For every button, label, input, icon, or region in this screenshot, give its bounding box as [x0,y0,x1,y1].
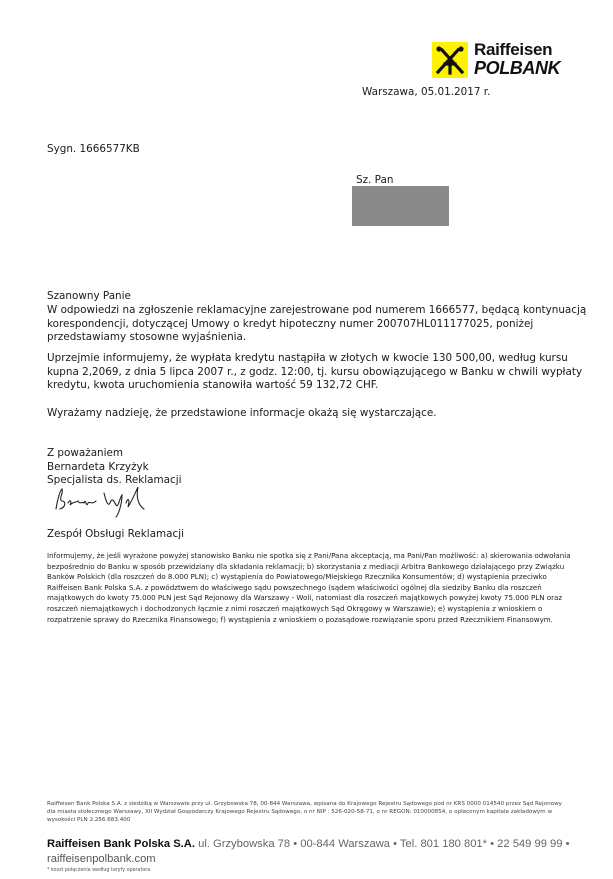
raiffeisen-gable-cross-icon [432,42,468,78]
footer-company-name: Raiffeisen Bank Polska S.A. [47,838,195,850]
logo-text-polbank: POLBANK [474,58,561,78]
recipient-salutation: Sz. Pan [356,174,394,186]
footer-address: ul. Grzybowska 78 • 00-844 Warszawa • Tel. 801 180 801* • 22 549 99 99 • [198,838,570,850]
footer-contact-line [47,838,587,850]
signatory-name: Bernardeta Krzyżyk [47,460,149,473]
closing-salutation: Z poważaniem [47,447,124,459]
handwritten-signature [52,483,172,519]
bank-logo [432,40,567,80]
paragraph-complaint-reference: W odpowiedzi na zgłoszenie reklamacyjne zarejestrowane pod numerem 1666577, będącą kontynuacją korespondencji, dotyczącej Umowy o kredyt hipoteczny numer 200707HL011177025, poniżej przedstawiamy stosowne wyjaśnienia. [47,304,587,344]
letter-date: Warszawa, 05.01.2017 r. [362,86,491,98]
team-name: Zespół Obsługi Reklamacji [47,528,185,540]
logo-text-raiffeisen: Raiffeisen [474,40,553,59]
footer-registry-info: Raiffeisen Bank Polska S.A. z siedzibą w Warszawie przy ul. Grzybowska 78, 00-844 Warszawa, wpisana do Krajowego Rejestru Sądowego pod nr KRS 0000 014540 przez Sąd Rejonowy dla miasta stołecznego Warszawy, XII Wydział Gospodarczy Krajowego Rejestru Sądowego, o nr NIP : 526-020-58-71, o nr REGON: 010000854, o opłaconym kapitale zakładowym w wysokości PLN 2.256.683.400 [47,801,562,823]
closing-block [47,447,182,488]
signatory-title: Specjalista ds. Reklamacji [47,474,182,487]
footer-call-cost-note: * koszt połączenia według taryfy operatora [47,868,151,873]
redacted-address-block [352,186,449,226]
paragraph-closing-hope: Wyrażamy nadzieję, że przedstawione informacje okażą się wystarczające. [47,407,437,419]
footer-website-link[interactable]: raiffeisenpolbank.com [47,853,156,865]
reference-number: Sygn. 1666577KB [47,143,140,155]
greeting: Szanowny Panie [47,290,131,302]
paragraph-payout-details: Uprzejmie informujemy, że wypłata kredytu nastąpiła w złotych w kwocie 130 500,00, według kursu kupna 2,2069, z dnia 5 lipca 2007 r., z godz. 12:00, tj. kursu obowiązującego w Banku w chwili wypłaty kredytu, kwota uruchomienia stanowiła wartość 59 132,72 CHF. [47,352,583,392]
appeal-rights-notice: Informujemy, że jeśli wyrażone powyżej stanowisko Banku nie spotka się z Pani/Pana akceptacją, ma Pani/Pan możliwość: a) skierowania odwołania bezpośrednio do Banku w sposób przewidziany dla składania reklamacji; b) skorzystania z mediacji Arbitra Bankowego działającego przy Związku Banków Polskich (dla roszczeń do 8.000 PLN); c) wystąpienia do Powiatowego/Miejskiego Rzecznika Konsumentów; d) wystąpienia przeciwko Raiffeisen Bank Polska S.A. z powództwem do właściwego sądu powszechnego (sądem właściwości ogólnej dla siedziby Banku dla roszczeń majątkowych do kwoty 75.000 PLN jest Sąd Rejonowy dla Warszawy - Woli, natomiast dla roszczeń majątkowych powyżej kwoty 75.000 PLN oraz roszczeń niemajątkowych i dochodzonych łącznie z nimi roszczeń majątkowych Sąd Okręgowy w Warszawie); e) wystąpienia z wnioskiem o rozpatrzenie sprawy do Rzecznika Finansowego; f) wystąpienia z wnioskiem o pozasądowe rozwiązanie sporu przed Rzecznikiem Finansowym. [47,551,571,624]
